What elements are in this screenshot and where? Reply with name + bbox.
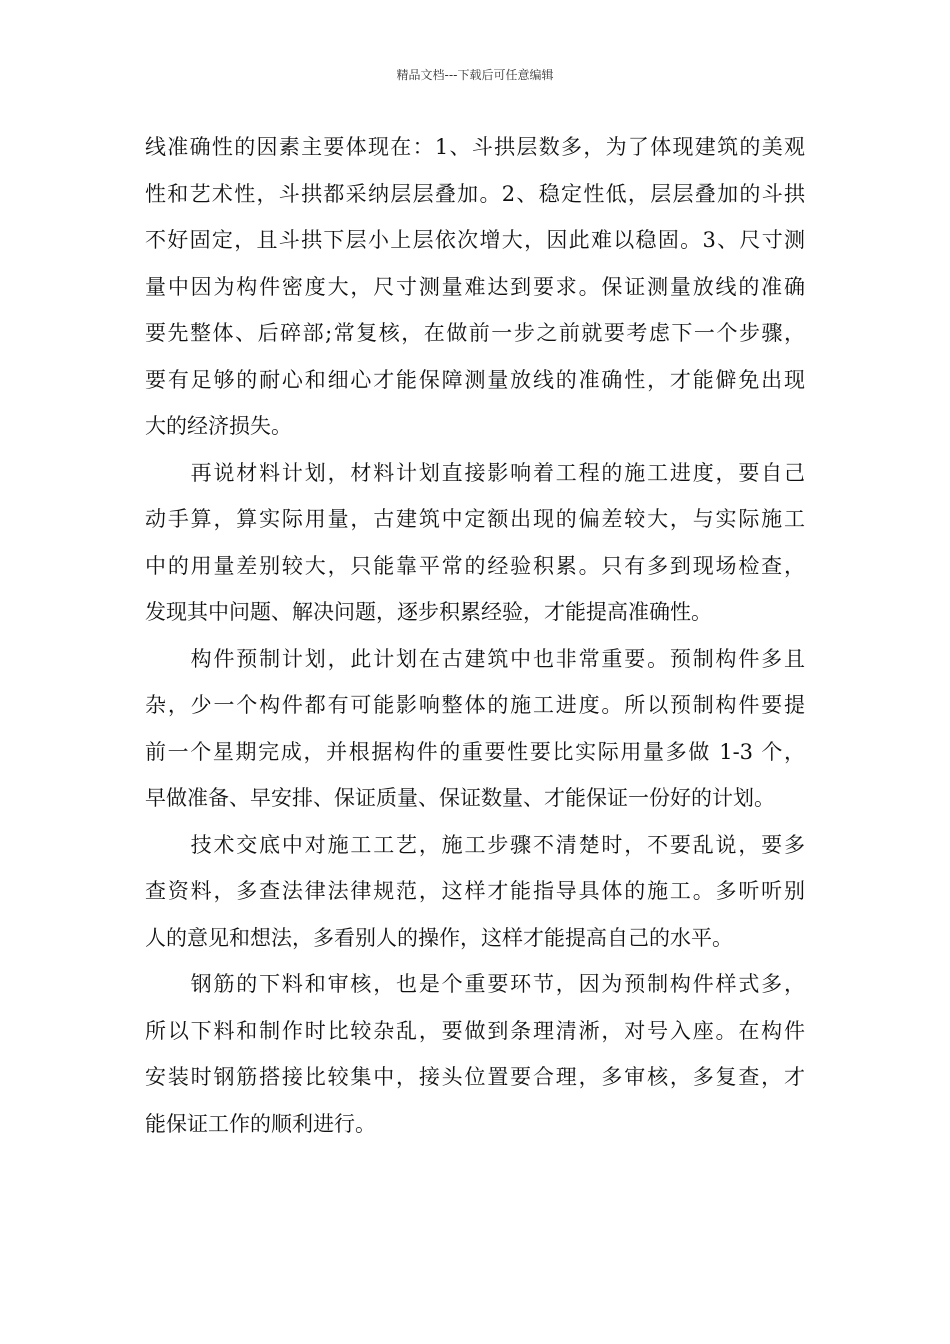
text-line: 量中因为构件密度大，尺寸测量难达到要求。保证测量放线的准确 <box>145 274 805 299</box>
text-line: 技术交底中对施工工艺，施工步骤不清楚时，不要乱说，要多 <box>145 832 805 857</box>
text-line: 查资料，多查法律法律规范，这样才能指导具体的施工。多听听别 <box>145 879 805 903</box>
text-line: 大的经济损失。 <box>145 414 292 438</box>
text-line: 再说材料计划，材料计划直接影响着工程的施工进度，要自己 <box>145 460 805 485</box>
text-line: 早做准备、早安排、保证质量、保证数量、才能保证一份好的计划。 <box>145 786 775 810</box>
text-line: 构件预制计划，此计划在古建筑中也非常重要。预制构件多且 <box>145 646 805 671</box>
text-line: 动手算，算实际用量，古建筑中定额出现的偏差较大，与实际施工 <box>145 507 805 531</box>
text-line: 安装时钢筋搭接比较集中，接头位置要合理，多审核，多复查，才 <box>145 1065 805 1089</box>
text-line: 发现其中问题、解决问题，逐步积累经验，才能提高准确性。 <box>145 600 712 624</box>
text-line: 所以下料和制作时比较杂乱，要做到条理清淅，对号入座。在构件 <box>145 1018 805 1043</box>
text-line: 性和艺术性，斗拱都采纳层层叠加。2、稳定性低，层层叠加的斗拱 <box>145 181 805 206</box>
text-line: 要有足够的耐心和细心才能保障测量放线的准确性，才能僻免出现 <box>145 367 805 392</box>
text-line: 人的意见和想法，多看别人的操作，这样才能提高自己的水平。 <box>145 925 733 950</box>
text-line: 不好固定，且斗拱下层小上层依次增大，因此难以稳固。3、尺寸测 <box>145 228 805 252</box>
text-line: 前一个星期完成，并根据构件的重要性要比实际用量多做 1-3 个， <box>145 739 805 764</box>
text-line: 要先整体、后碎部;常复核，在做前一步之前就要考虑下一个步骤， <box>145 321 805 345</box>
text-line: 中的用量差别较大，只能靠平常的经验积累。只有多到现场检查， <box>145 553 805 578</box>
paragraph <box>145 457 805 643</box>
paragraph <box>145 968 805 1154</box>
text-line: 线准确性的因素主要体现在：1、斗拱层数多，为了体现建筑的美观 <box>145 135 805 159</box>
paragraph <box>145 643 805 829</box>
paragraph <box>145 131 805 457</box>
text-line: 杂，少一个构件都有可能影响整体的施工进度。所以预制构件要提 <box>145 693 805 717</box>
page-header: 精品文档---下载后可任意编辑 <box>396 68 554 82</box>
text-line: 钢筋的下料和审核，也是个重要环节，因为预制构件样式多， <box>145 972 805 996</box>
document-body <box>145 131 805 1154</box>
paragraph <box>145 829 805 969</box>
text-line: 能保证工作的顺利进行。 <box>145 1111 376 1136</box>
